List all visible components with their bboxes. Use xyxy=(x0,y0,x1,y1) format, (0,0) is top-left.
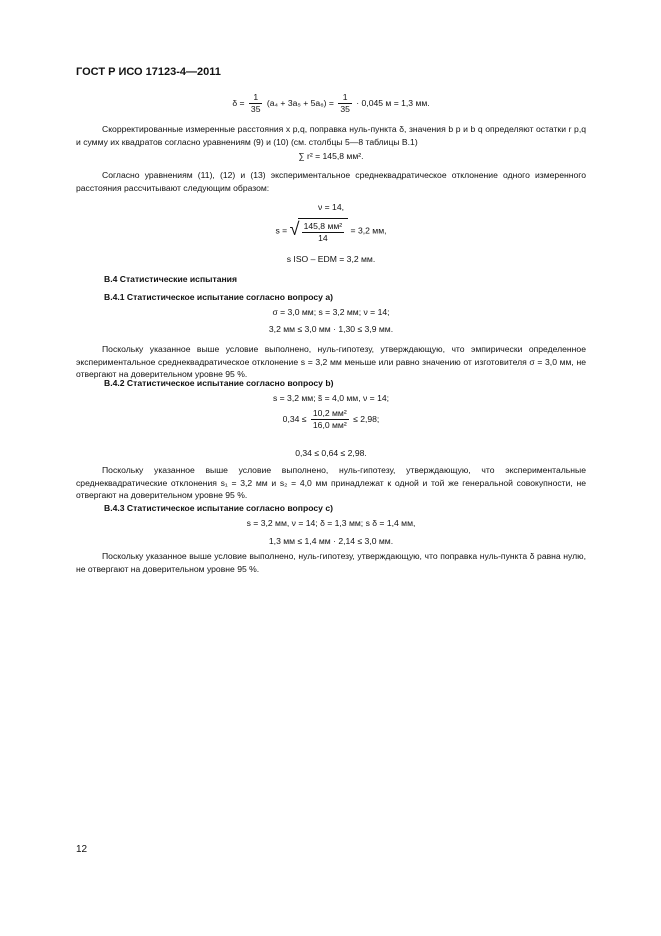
eq-b2-lhs: 0,34 ≤ xyxy=(282,413,307,424)
section-b42-heading: В.4.2 Статистическое испытание согласно вопросу b) xyxy=(104,378,334,388)
paragraph-test-b: Поскольку указанное выше условие выполнено, нуль-гипотезу, утверждающую, что экспериментальные среднеквадратические отклонения s₁ = 3,2 мм и s₂ = 4,0 мм принадлежат к одной и той же генеральной совокупности, не отвергают на доверительном уровне 95 %. xyxy=(76,465,586,501)
eq-delta-frac1: $\frac{1}{35}$ xyxy=(250,92,261,114)
section-b41-heading: В.4.1 Статистическое испытание согласно вопросу а) xyxy=(104,292,333,302)
page-number: 12 xyxy=(76,844,88,855)
equation-a1: σ = 3,0 мм; s = 3,2 мм; ν = 14; xyxy=(272,307,390,317)
equation-b3: 0,34 ≤ 0,64 ≤ 2,98. xyxy=(295,448,367,458)
paragraph-test-c: Поскольку указанное выше условие выполнено, нуль-гипотезу, утверждающую, что поправка нуль-пункта δ равна нулю, не отвергают на доверительном уровне 95 %. xyxy=(76,551,586,574)
equation-s-iso: s ISO – EDM = 3,2 мм. xyxy=(286,254,376,264)
paragraph-test-a: Поскольку указанное выше условие выполнено, нуль-гипотезу, утверждающую, что эмпирически определенное экспериментальное среднеквадратическое отклонение s = 3,2 мм меньше или равно значению от изготовителя σ = 3,0 мм, не отвергают на доверительном уровне 95 %. xyxy=(76,344,586,380)
equation-s xyxy=(76,218,586,244)
equation-a2: 3,2 мм ≤ 3,0 мм · 1,30 ≤ 3,9 мм. xyxy=(268,324,394,334)
eq-b2-frac: $\frac{\text{10,2 мм²}}{\text{16,0 мм²}}$ xyxy=(312,408,347,430)
equation-c1: s = 3,2 мм, ν = 14; δ = 1,3 мм; s δ = 1,4 мм, xyxy=(246,518,416,528)
equation-sum-squares: ∑ r² = 145,8 мм². xyxy=(298,151,364,161)
section-b43-heading: В.4.3 Статистическое испытание согласно вопросу с) xyxy=(104,503,333,513)
eq-s-den: 14 xyxy=(318,233,328,243)
paragraph-residuals: Скорректированные измеренные расстояния x p,q, поправка нуль-пункта δ, значения b p и b q определяют остатки r p,q и сумму их квадратов согласно уравнениям (9) и (10) (см. столбцы 5—8 таблицы В.1) xyxy=(76,124,586,147)
section-b4-heading: В.4 Статистические испытания xyxy=(104,274,237,284)
equation-nu: ν = 14, xyxy=(317,202,345,212)
equation-delta xyxy=(76,92,586,115)
equation-c2: 1,3 мм ≤ 1,4 мм · 2,14 ≤ 3,0 мм. xyxy=(268,536,394,546)
paragraph-std-deviation: Согласно уравнениям (11), (12) и (13) экспериментальное среднеквадратическое отклонение одного измеренного расстояния рассчитывают следующим образом: xyxy=(76,170,586,193)
equation-b1: s = 3,2 мм; s̃ = 4,0 мм, ν = 14; xyxy=(272,393,390,403)
document-header: ГОСТ Р ИСО 17123-4—2011 xyxy=(76,66,221,78)
equation-b2 xyxy=(76,408,586,431)
eq-s-rhs: = 3,2 мм, xyxy=(350,225,387,236)
eq-s-num: 145,8 мм² xyxy=(303,221,343,231)
eq-delta-rhs: · 0,045 м = 1,3 мм. xyxy=(356,97,430,108)
eq-delta-mid: (a₄ + 3a₅ + 5a₆) = xyxy=(266,97,334,108)
eq-s-lhs: s = xyxy=(275,225,288,236)
eq-delta-frac2: $\frac{1}{35}$ xyxy=(340,92,350,114)
eq-b2-rhs: ≤ 2,98; xyxy=(353,413,380,424)
sqrt-symbol: √ $\frac{\text{145,8 мм²}}{14}$ xyxy=(290,218,349,244)
eq-delta-lhs: δ = xyxy=(232,97,245,108)
